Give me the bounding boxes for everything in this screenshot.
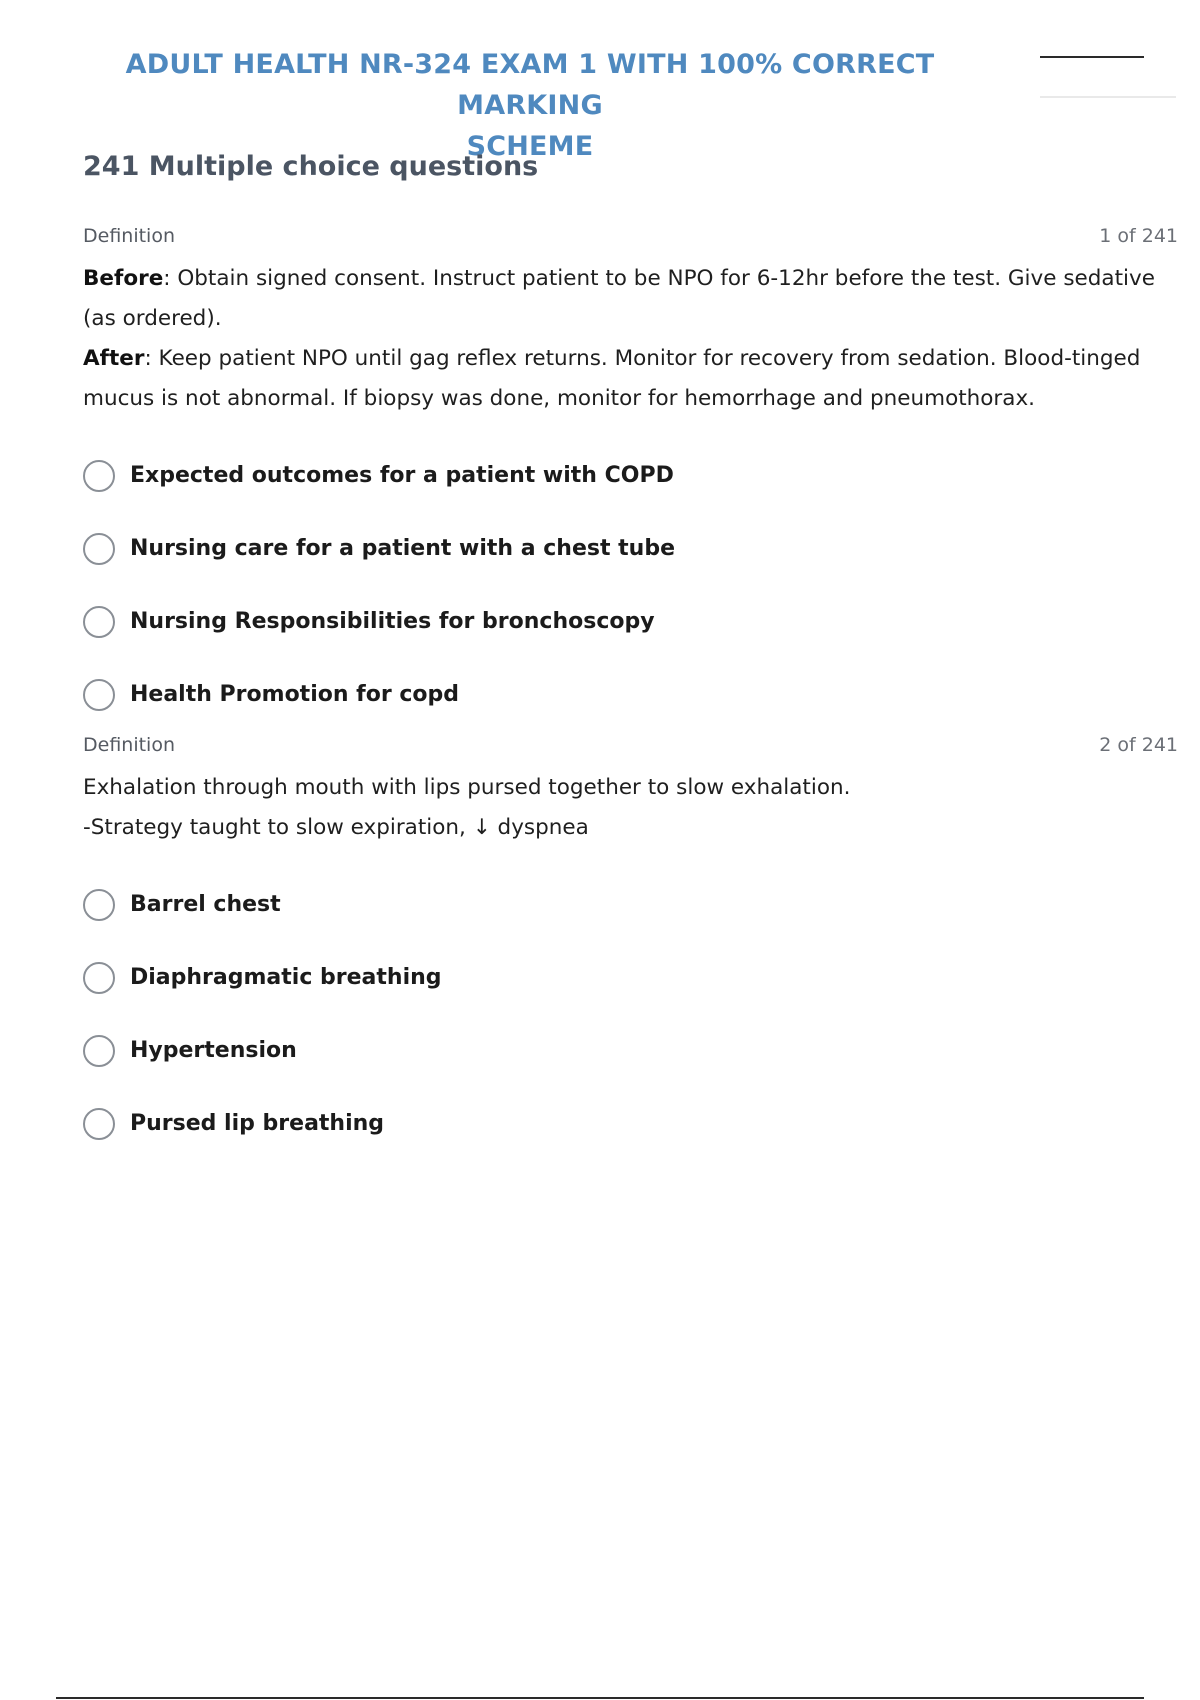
answer-option[interactable] [83,1014,1178,1087]
answer-option[interactable] [83,512,1178,585]
radio-unselected-icon[interactable] [83,1035,115,1067]
question-card-2 [83,734,1178,1160]
footer-divider [56,1697,1144,1699]
radio-unselected-icon[interactable] [83,460,115,492]
answer-option[interactable] [83,585,1178,658]
question-meta [83,734,1178,764]
answer-option[interactable] [83,439,1178,512]
question-definition [83,768,1178,848]
definition-paragraph [83,339,1178,419]
document-title-line-2: SCHEME [466,131,594,162]
definition-paragraph [83,259,1178,339]
question-type-label: Definition [83,734,176,756]
definition-text: -Strategy taught to slow expiration, ↓ dyspnea [83,815,589,840]
header-divider-light [1040,96,1176,98]
answer-option-label: Health Promotion for copd [130,682,460,707]
answer-option-label: Pursed lip breathing [130,1111,385,1136]
answer-option-label: Barrel chest [130,892,281,917]
radio-unselected-icon[interactable] [83,533,115,565]
definition-text: : Keep patient NPO until gag reflex returns. Monitor for recovery from sedation. Blood-tinged mucus is not abnormal. If biopsy was done, monitor for hemorrhage and pneumothorax. [83,346,1141,411]
answer-option[interactable] [83,941,1178,1014]
radio-unselected-icon[interactable] [83,962,115,994]
definition-label: Before [83,266,164,291]
radio-unselected-icon[interactable] [83,1108,115,1140]
question-type-label: Definition [83,225,176,247]
answer-option-label: Hypertension [130,1038,297,1063]
document-title-line-1: ADULT HEALTH NR-324 EXAM 1 WITH 100% CORRECT MARKING [125,49,935,121]
answer-option[interactable] [83,1087,1178,1160]
question-card-1 [83,225,1178,731]
answer-option-label: Nursing Responsibilities for bronchoscopy [130,609,655,634]
definition-text: Exhalation through mouth with lips pursed together to slow exhalation. [83,775,851,800]
question-counter: 1 of 241 [1099,225,1178,247]
header-divider [1040,56,1144,58]
document-title [60,44,1000,167]
answer-option[interactable] [83,658,1178,731]
answer-options [83,868,1178,1160]
answer-option-label: Diaphragmatic breathing [130,965,442,990]
radio-unselected-icon[interactable] [83,889,115,921]
question-set-heading: 241 Multiple choice questions [83,151,539,182]
definition-label: After [83,346,145,371]
answer-options [83,439,1178,731]
definition-paragraph [83,808,1178,848]
answer-option-label: Expected outcomes for a patient with COPD [130,463,674,488]
radio-unselected-icon[interactable] [83,606,115,638]
radio-unselected-icon[interactable] [83,679,115,711]
question-meta [83,225,1178,255]
question-counter: 2 of 241 [1099,734,1178,756]
definition-paragraph [83,768,1178,808]
answer-option[interactable] [83,868,1178,941]
answer-option-label: Nursing care for a patient with a chest tube [130,536,676,561]
definition-text: : Obtain signed consent. Instruct patient to be NPO for 6-12hr before the test. Give sedative (as ordered). [83,266,1155,331]
question-definition [83,259,1178,419]
